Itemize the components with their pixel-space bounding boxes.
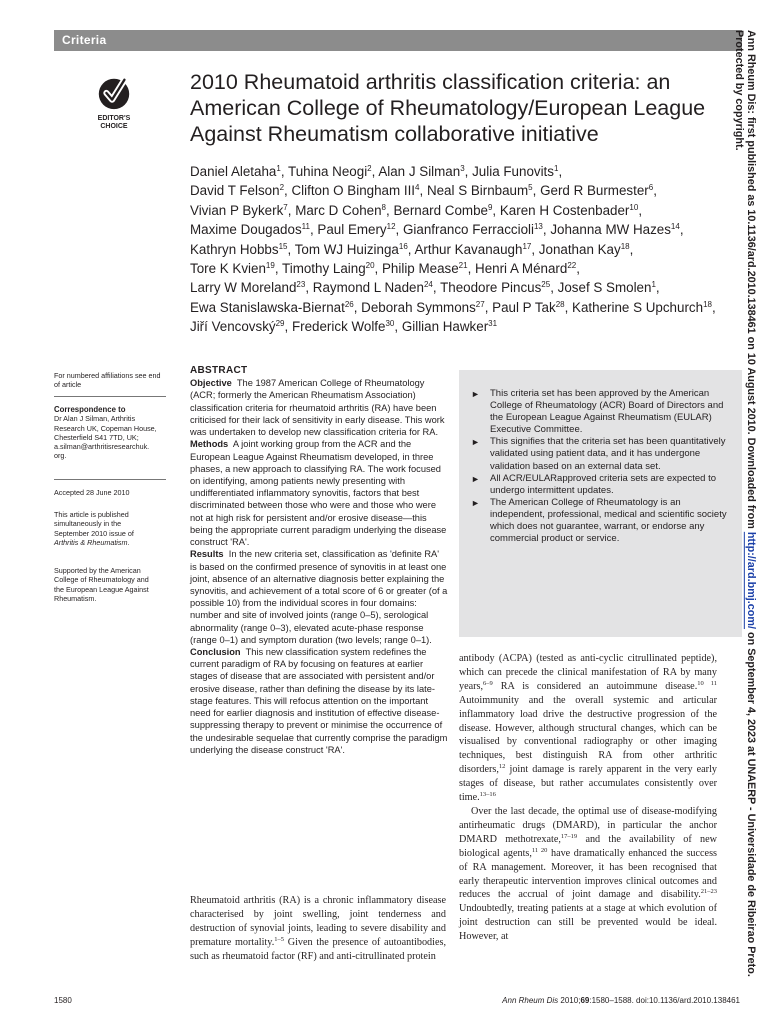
- page-number: 1580: [54, 996, 72, 1005]
- author-name: Deborah Symmons$^{27}$: [361, 299, 485, 315]
- author-name: Johanna MW Hazes$^{14}$: [550, 222, 680, 238]
- affiliation-number: 11: [301, 222, 310, 232]
- author-name: Arthur Kavanaugh$^{17}$: [414, 241, 532, 257]
- correspondence-block: Correspondence to Dr Alan J Silman, Arthritis Research UK, Copeman House, Chesterfield S41 7TD, UK; a.silman@arthritisresearchuk. org.: [54, 405, 166, 461]
- margin-divider: [54, 479, 166, 480]
- affiliation-number: 19: [265, 261, 275, 271]
- author-name: Bernard Combe$^9$: [393, 202, 493, 218]
- author-name: Henri A Ménard$^{22}$: [475, 261, 577, 277]
- author-name: Raymond L Naden$^{24}$: [312, 280, 433, 296]
- author-name: Maxime Dougados$^{11}$: [190, 222, 310, 238]
- author-name: Theodore Pincus$^{25}$: [440, 280, 551, 296]
- key-message-item: ► This signifies that the criteria set has been quantitatively validated using patient data, and it has undergone validation based on an external data set.: [471, 436, 726, 472]
- author-name: Vivian P Bykerk$^7$: [190, 202, 288, 218]
- section-label: Criteria: [62, 33, 107, 47]
- key-message-item: ► This criteria set has been approved by the American College of Rheumatology (ACR) Board of Directors and the European League Against Rheumatism (EULAR) Executive Committee.: [471, 388, 724, 436]
- article-title: 2010 Rheumatoid arthritis classification criteria: an American College of Rheumatology/European League Against Rheumatism collaborative initiative: [190, 70, 706, 146]
- triangle-bullet-icon: ►: [471, 497, 480, 508]
- affiliation-number: 31: [488, 319, 498, 329]
- margin-divider: [54, 396, 166, 397]
- affiliation-number: 9: [487, 202, 493, 212]
- affiliation-number: 28: [555, 299, 565, 309]
- journal-citation: Ann Rheum Dis 2010;69:1580–1588. doi:10.1136/ard.2010.138461: [502, 996, 740, 1005]
- author-name: Tuhina Neogi$^2$: [288, 164, 372, 179]
- author-name: Karen H Costenbader$^{10}$: [499, 202, 639, 218]
- author-name: Timothy Laing$^{20}$: [282, 261, 375, 277]
- affiliation-number: 24: [423, 280, 433, 290]
- author-name: Paul P Tak$^{28}$: [492, 299, 565, 315]
- abstract-heading: ABSTRACT: [190, 365, 248, 376]
- author-name: Gerd R Burmester$^6$: [540, 183, 654, 199]
- affiliation-number: 1: [276, 164, 281, 173]
- copyright-notice: Protected by copyright.: [733, 30, 745, 151]
- author-name: Marc D Cohen$^8$: [295, 202, 386, 218]
- author-name: Daniel Aletaha$^1$: [190, 164, 281, 179]
- author-name: Paul Emery$^{12}$: [317, 222, 396, 238]
- author-name: Josef S Smolen$^1$: [557, 280, 656, 296]
- journal-link[interactable]: http://ard.bmj.com/: [745, 531, 757, 630]
- author-name: Kathryn Hobbs$^{15}$: [190, 241, 288, 257]
- body-text-right-column: [459, 652, 717, 944]
- affiliation-number: 18: [703, 299, 712, 309]
- author-list: Daniel Aletaha$^1$, Tuhina Neogi$^2$, Alan J Silman$^3$, Julia Funovits$^1$, David T Felson$^2$, Clifton O Bingham III$^4$, Neal S Birnbaum$^5$, Gerd R Burmester$^6$, Vivian P Bykerk$^7$, Marc D Cohen$^8$, Bernard Combe$^9$, Karen H Costenbader$^{10}$, Maxime Dougados$^{11}$, Paul Emery$^{12}$, Gianfranco Ferraccioli$^{13}$, Johanna MW Hazes$^{14}$, Kathryn Hobbs$^{15}$, Tom WJ Huizinga$^{16}$, Arthur Kavanaugh$^{17}$, Jonathan Kay$^{18}$, Tore K Kvien$^{19}$, Timothy Laing$^{20}$, Philip Mease$^{21}$, Henri A Ménard$^{22}$, Larry W Moreland$^{23}$, Raymond L Naden$^{24}$, Theodore Pincus$^{25}$, Josef S Smolen$^1$, Ewa Stanislawska-Biernat$^{26}$, Deborah Symmons$^{27}$, Paul P Tak$^{28}$, Katherine S Upchurch$^{18}$, Jiří Vencovský$^{29}$, Frederick Wolfe$^{30}$, Gillian Hawker$^{31}$: [190, 164, 716, 335]
- affiliation-number: 29: [275, 319, 285, 329]
- affiliation-number: 10: [629, 202, 639, 212]
- author-name: Philip Mease$^{21}$: [382, 261, 468, 277]
- affiliation-number: 2: [367, 164, 372, 173]
- affiliation-number: 17: [522, 241, 532, 251]
- author-name: Neal S Birnbaum$^5$: [426, 183, 533, 199]
- key-message-item: ► All ACR/EULARapproved criteria sets are expected to undergo intermittent updates.: [471, 472, 716, 496]
- author-name: Frederick Wolfe$^{30}$: [291, 319, 395, 335]
- affiliation-number: 27: [475, 299, 485, 309]
- checkmark-seal-icon: [95, 74, 133, 112]
- affiliation-number: 21: [458, 261, 468, 271]
- affiliation-number: 14: [670, 222, 680, 232]
- abstract-objective: Objective The 1987 American College of Rheumatology (ACR; formerly the American Rheumatism Association) classification criteria for rheumatoid arthritis (RA) have been criticised for their lack of sensitivity in early disease. This work was undertaken to develop new classification criteria for RA.: [190, 378, 445, 438]
- affiliation-number: 1: [651, 280, 656, 290]
- affiliation-number: 7: [283, 202, 288, 212]
- affiliation-number: 20: [365, 261, 375, 271]
- affiliation-number: 4: [415, 183, 420, 193]
- affiliation-number: 5: [528, 183, 533, 193]
- abstract-conclusion: Conclusion This new classification system redefines the current paradigm of RA by focusing on features at earlier stages of disease that are associated with persistent and/or erosive disease, rather than defining the disease by its late-stage features. This will refocus attention on the important need for earlier diagnosis and institution of effective disease-suppressing therapy to prevent or minimise the occurrence of the undesirable sequelae that currently comprise the paradigm underlying the disease construct 'RA'.: [190, 647, 448, 755]
- abstract-methods: Methods A joint working group from the ACR and the European League Against Rheumatism developed, in three phases, a new approach to classifying RA. The work focused on identifying, among patients newly presenting with undifferentiated inflammatory synovitis, factors that best discriminated between those who were and those who were not at high risk for persistent and/or erosive disease—this being the appropriate current paradigm underlying the disease construct 'RA'.: [190, 439, 447, 548]
- editors-choice-badge: [86, 74, 142, 131]
- section-header-bar: [54, 30, 742, 51]
- author-name: Gianfranco Ferraccioli$^{13}$: [403, 222, 543, 238]
- author-name: Tore K Kvien$^{19}$: [190, 261, 275, 277]
- author-name: Ewa Stanislawska-Biernat$^{26}$: [190, 299, 354, 315]
- body-paragraph: Rheumatoid arthritis (RA) is a chronic inflammatory disease characterised by joint swelling, joint tenderness and destruction of synovial joints, leading to severe disability and premature mortality.$^{1-5}$ Given the presence of autoantibodies, such as rheumatoid factor (RF) and anti-citrullinated protein: [190, 895, 447, 962]
- affiliation-number: 23: [296, 280, 306, 290]
- author-name: Larry W Moreland$^{23}$: [190, 280, 306, 296]
- editors-choice-label: EDITOR'S CHOICE: [97, 115, 131, 130]
- affiliation-number: 22: [567, 261, 577, 271]
- affiliation-number: 16: [398, 241, 408, 251]
- triangle-bullet-icon: ►: [471, 437, 480, 448]
- author-name: Clifton O Bingham III$^4$: [291, 183, 420, 199]
- key-message-item: ► The American College of Rheumatology is an independent, professional, medical and scientific society which does not guarantee, warrant, or endorse any commercial product or service.: [471, 496, 727, 545]
- affiliation-note: For numbered affiliations see end of article: [54, 371, 161, 390]
- publication-note: This article is published simultaneously in the September 2010 issue of Arthritis & Rheumatism.: [54, 510, 134, 547]
- author-name: David T Felson$^2$: [190, 183, 285, 199]
- author-name: Jonathan Kay$^{18}$: [538, 241, 630, 257]
- author-name: Jiří Vencovský$^{29}$: [190, 319, 285, 335]
- body-paragraph: antibody (ACPA) (tested as anti-cyclic citrullinated peptide), which can precede the clinical manifestation of RA by many years,$^{6-9}$ RA is considered an autoimmune disease.$^{10 11}$ Autoimmunity and the overall systemic and articular inflammatory load drive the destructive progression of the disease. However, although structural changes, which can be visualised by conventional radiography or other imaging techniques, best distinguish RA from other arthritic disorders,$^{12}$ joint damage is rarely apparent in the very early stages of disease, but rather accumulates consistently over time.$^{13-16}$: [459, 653, 717, 804]
- affiliation-number: 8: [381, 202, 386, 212]
- affiliation-number: 2: [279, 183, 285, 193]
- accepted-date: Accepted 28 June 2010: [54, 488, 130, 497]
- affiliation-number: 18: [620, 241, 630, 251]
- download-side-banner: Ann Rheum Dis: first published as 10.1136/ard.2010.138461 on 10 August 2010. Downloaded from http://ard.bmj.com/ on September 4, 2023 at UNAERP - Universidade de Ribeirao Preto. Protected by copyright.: [733, 30, 757, 977]
- body-paragraph: Over the last decade, the optimal use of disease-modifying antirheumatic drugs (DMARD), in particular the anchor DMARD methotrexate,$^{17-19}$ and the availability of new biological agents,$^{11 20}$ have dramatically enhanced the success of RA management. Moreover, it has been recognised that early therapeutic intervention improves clinical outcomes and reduces the accrual of joint damage and disability.$^{21-23}$ Undoubtedly, treating patients at a stage at which evolution of joint destruction can still be prevented would be ideal. However, at: [459, 805, 717, 943]
- affiliation-number: 13: [533, 222, 543, 232]
- author-name: Julia Funovits$^1$: [472, 164, 559, 179]
- affiliation-number: 15: [278, 241, 288, 251]
- triangle-bullet-icon: ►: [471, 389, 480, 399]
- affiliation-number: 6: [648, 183, 654, 193]
- body-text-left-column: [190, 894, 446, 964]
- affiliation-number: 26: [344, 299, 354, 309]
- author-name: Tom WJ Huizinga$^{16}$: [294, 241, 408, 257]
- author-name: Katherine S Upchurch$^{18}$: [572, 299, 712, 315]
- abstract: [190, 365, 448, 756]
- affiliation-number: 25: [541, 280, 551, 290]
- affiliation-number: 30: [385, 319, 395, 329]
- correspondence-heading: Correspondence to: [54, 405, 126, 414]
- support-note: Supported by the American College of Rheumatology and the European League Against Rheumatism.: [54, 566, 149, 603]
- affiliation-number: 12: [386, 222, 396, 232]
- author-name: Gillian Hawker$^{31}$: [401, 319, 498, 335]
- triangle-bullet-icon: ►: [471, 473, 480, 484]
- affiliation-number: 1: [553, 164, 559, 173]
- key-messages-box: [459, 370, 742, 637]
- abstract-results: Results In the new criteria set, classification as 'definite RA' is based on the confirmed presence of synovitis in at least one joint, absence of an alternative diagnosis better explaining the synovitis, and achievement of a total score of 6 or greater (of a possible 10) from the individual scores in four domains: number and site of involved joints (range 0–5), serological abnormality (range 0–3), elevated acute-phase response (range 0–1) and symptom duration (two levels; range 0–1).: [190, 549, 448, 645]
- author-name: Alan J Silman$^3$: [378, 164, 465, 179]
- affiliation-number: 3: [460, 164, 465, 173]
